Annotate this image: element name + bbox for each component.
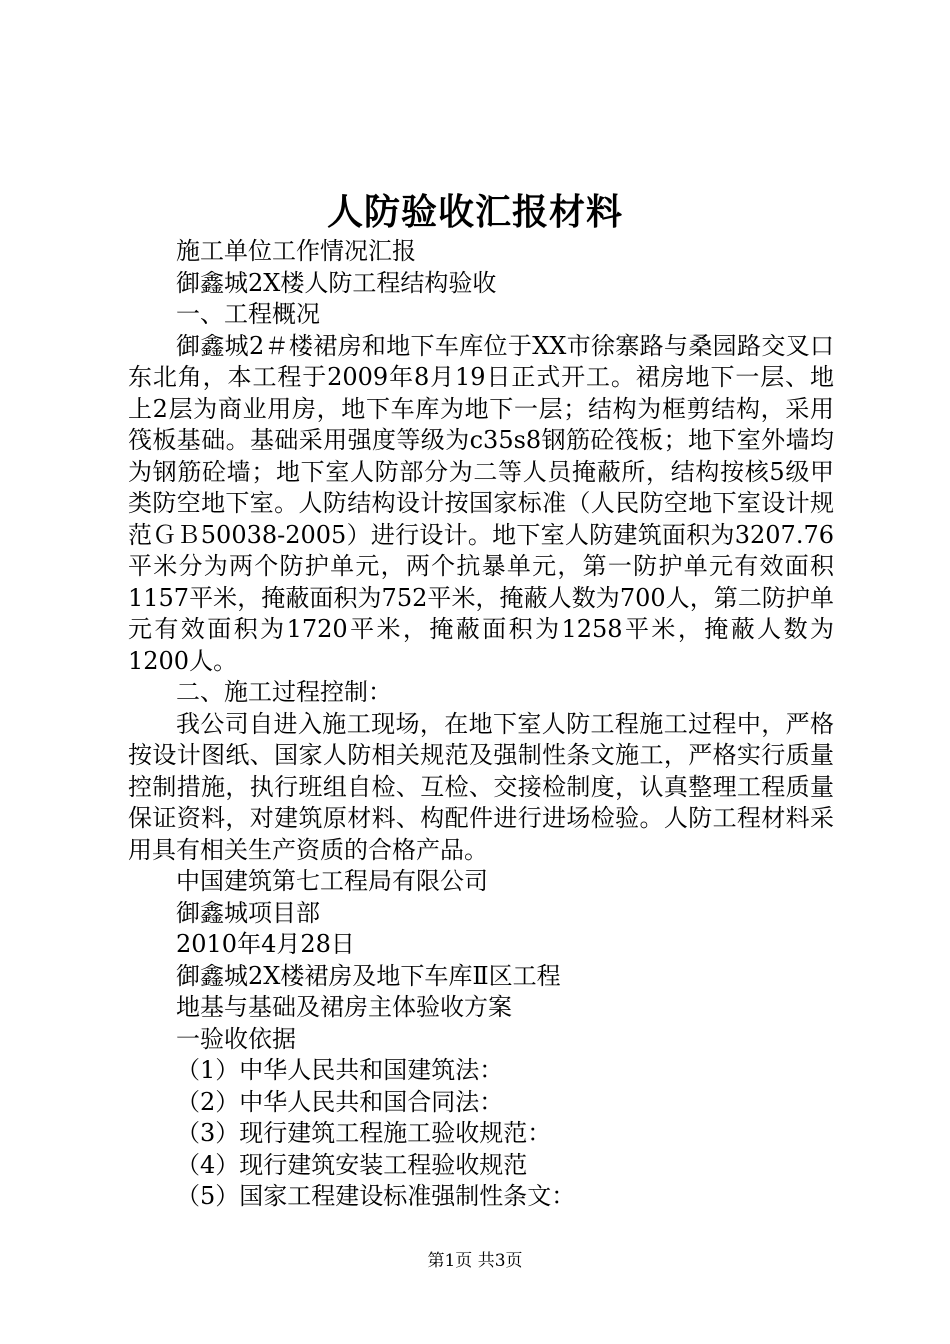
paragraph-project-heading: 御鑫城2X楼人防工程结构验收: [176, 268, 497, 297]
list-item: （2）中华人民共和国合同法：: [176, 1087, 504, 1116]
section-heading-basis: 一验收依据: [176, 1024, 296, 1053]
document-title: 人防验收汇报材料: [326, 191, 623, 233]
list-item: （5）国家工程建设标准强制性条文：: [176, 1182, 576, 1210]
list-item: （4）现行建筑安装工程验收规范: [176, 1150, 528, 1179]
paragraph-plan-heading-2: 地基与基础及裙房主体验收方案: [176, 993, 512, 1021]
list-item: （1）中华人民共和国建筑法：: [176, 1056, 504, 1084]
paragraph-plan-heading-1: 御鑫城2X楼裙房及地下车库Ⅱ区工程: [176, 961, 561, 990]
signature-company: 中国建筑第七工程局有限公司: [176, 867, 488, 895]
list-item: （3）现行建筑工程施工验收规范：: [176, 1119, 552, 1147]
paragraph-report-heading: 施工单位工作情况汇报: [176, 237, 416, 265]
paragraph-overview: 御鑫城2＃楼裙房和地下车库位于XX市徐寨路与桑园路交叉口东北角，本工程于2009年8月19日正式开工。裙房地下一层、地上2层为商业用房，地下车库为地下一层；结构为框剪结构，采用筏板基础。基础采用强度等级为c35s8钢筋砼筏板；地下室外墙均为钢筋砼墙；地下室人防部分为二等人员掩蔽所，结构按核5级甲类防空地下室。人防结构设计按国家标准（人民防空地下室设计规范ＧＢ50038-2005）进行设计。地下室人防建筑面积为3207.76平米分为两个防护单元，两个抗暴单元，第一防护单元有效面积1157平米，掩蔽面积为752平米，掩蔽人数为700人，第二防护单元有效面积为1720平米，掩蔽面积为1258平米，掩蔽人数为1200人。: [128, 331, 834, 675]
document-body: [128, 236, 834, 1213]
section-heading-overview: 一、工程概况: [176, 300, 320, 328]
signature-department: 御鑫城项目部: [176, 898, 320, 927]
section-heading-process-control: 二、施工过程控制：: [176, 678, 392, 706]
paragraph-process-control: 我公司自进入施工现场，在地下室人防工程施工过程中，严格按设计图纸、国家人防相关规范及强制性条文施工，严格实行质量控制措施，执行班组自检、互检、交接检制度，认真整理工程质量保证资料，对建筑原材料、构配件进行进场检验。人防工程材料采用具有相关生产资质的合格产品。: [128, 709, 834, 864]
signature-date: 2010年4月28日: [176, 930, 355, 958]
page-footer: 第1页 共3页: [427, 1251, 523, 1271]
